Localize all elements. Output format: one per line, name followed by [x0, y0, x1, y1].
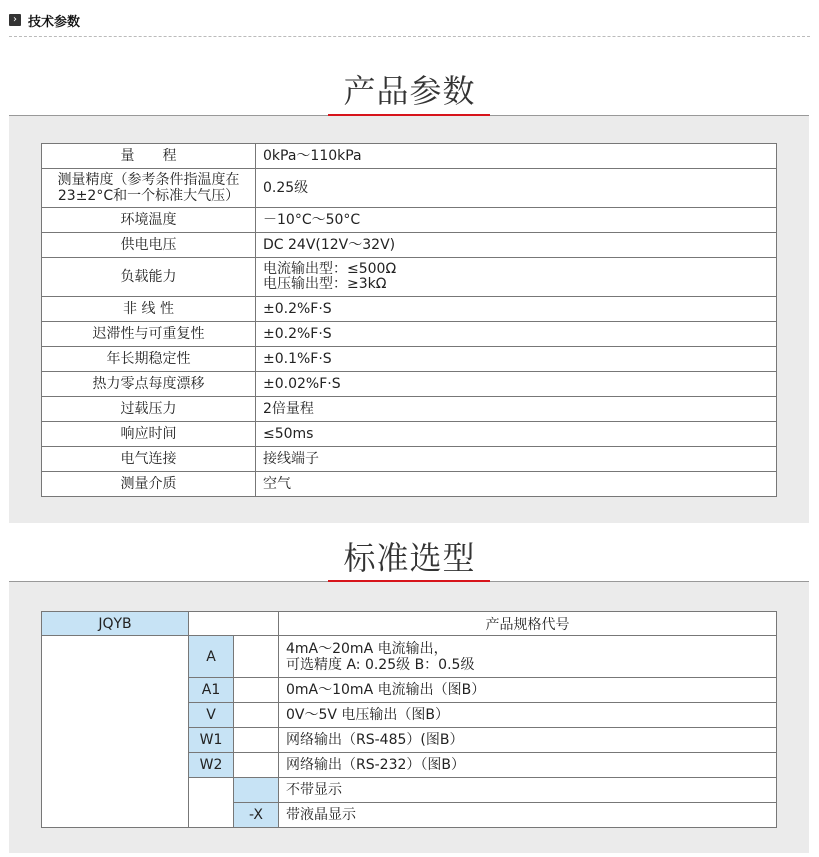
param-name: 迟滞性与可重复性	[42, 322, 256, 347]
output-code: W1	[189, 728, 234, 753]
param-value: ±0.1%F·S	[256, 347, 777, 372]
param-value: 0kPa～110kPa	[256, 144, 777, 169]
param-value: ±0.2%F·S	[256, 322, 777, 347]
param-value: DC 24V(12V～32V)	[256, 233, 777, 258]
param-value: 电流输出型：≤500Ω 电压输出型：≥3kΩ	[256, 258, 777, 297]
output-code: V	[189, 703, 234, 728]
output-code-row	[42, 636, 777, 678]
param-value: ±0.2%F·S	[256, 297, 777, 322]
param-value: ≤50ms	[256, 422, 777, 447]
output-code: A	[189, 636, 234, 678]
params-row	[42, 472, 777, 497]
empty-cell	[234, 678, 279, 703]
param-name: 年长期稳定性	[42, 347, 256, 372]
params-row	[42, 347, 777, 372]
empty-cell	[234, 636, 279, 678]
param-value: －10°C～50°C	[256, 208, 777, 233]
empty-cell	[234, 728, 279, 753]
output-desc: 0mA～10mA 电流输出（图B）	[279, 678, 777, 703]
section-header-title: 技术参数	[28, 14, 81, 30]
param-name: 热力零点每度漂移	[42, 372, 256, 397]
params-table	[41, 143, 777, 497]
params-row	[42, 169, 777, 208]
params-row	[42, 397, 777, 422]
display-code: -X	[234, 803, 279, 828]
param-value: 接线端子	[256, 447, 777, 472]
output-desc: 网络输出（RS-485）(图B）	[279, 728, 777, 753]
param-name: 非 线 性	[42, 297, 256, 322]
display-desc: 带液晶显示	[279, 803, 777, 828]
params-row	[42, 422, 777, 447]
param-name: 响应时间	[42, 422, 256, 447]
param-name: 供电电压	[42, 233, 256, 258]
params-row	[42, 208, 777, 233]
param-name: 过载压力	[42, 397, 256, 422]
empty-cell	[234, 753, 279, 778]
spec-code-header: 产品规格代号	[279, 612, 777, 636]
params-row	[42, 297, 777, 322]
param-value: 空气	[256, 472, 777, 497]
empty-cell	[189, 612, 279, 636]
section-header	[9, 11, 80, 29]
params-row	[42, 144, 777, 169]
empty-cell	[234, 703, 279, 728]
display-desc: 不带显示	[279, 778, 777, 803]
param-name: 负载能力	[42, 258, 256, 297]
display-code	[234, 778, 279, 803]
model-span-cell	[42, 636, 189, 828]
params-row	[42, 258, 777, 297]
select-title: 标准选型	[343, 539, 476, 577]
params-row	[42, 233, 777, 258]
output-code: A1	[189, 678, 234, 703]
output-desc: 0V～5V 电压输出（图B）	[279, 703, 777, 728]
params-row	[42, 447, 777, 472]
params-row	[42, 372, 777, 397]
params-title: 产品参数	[343, 72, 476, 110]
output-desc: 4mA～20mA 电流输出， 可选精度 A: 0.25级 B：0.5级	[279, 636, 777, 678]
empty-cell	[189, 778, 234, 828]
param-name: 电气连接	[42, 447, 256, 472]
dotted-divider	[9, 36, 810, 37]
selection-header-row	[42, 612, 777, 636]
param-name: 测量介质	[42, 472, 256, 497]
param-value: 0.25级	[256, 169, 777, 208]
output-code: W2	[189, 753, 234, 778]
model-code: JQYB	[42, 612, 189, 636]
params-row	[42, 322, 777, 347]
param-name: 测量精度（参考条件指温度在23±2°C和一个标准大气压）	[42, 169, 256, 208]
chevron-right-icon: ›	[9, 14, 21, 26]
param-name: 量 程	[42, 144, 256, 169]
param-value: ±0.02%F·S	[256, 372, 777, 397]
output-desc: 网络输出（RS-232）（图B）	[279, 753, 777, 778]
param-value: 2倍量程	[256, 397, 777, 422]
param-name: 环境温度	[42, 208, 256, 233]
selection-table	[41, 611, 777, 828]
